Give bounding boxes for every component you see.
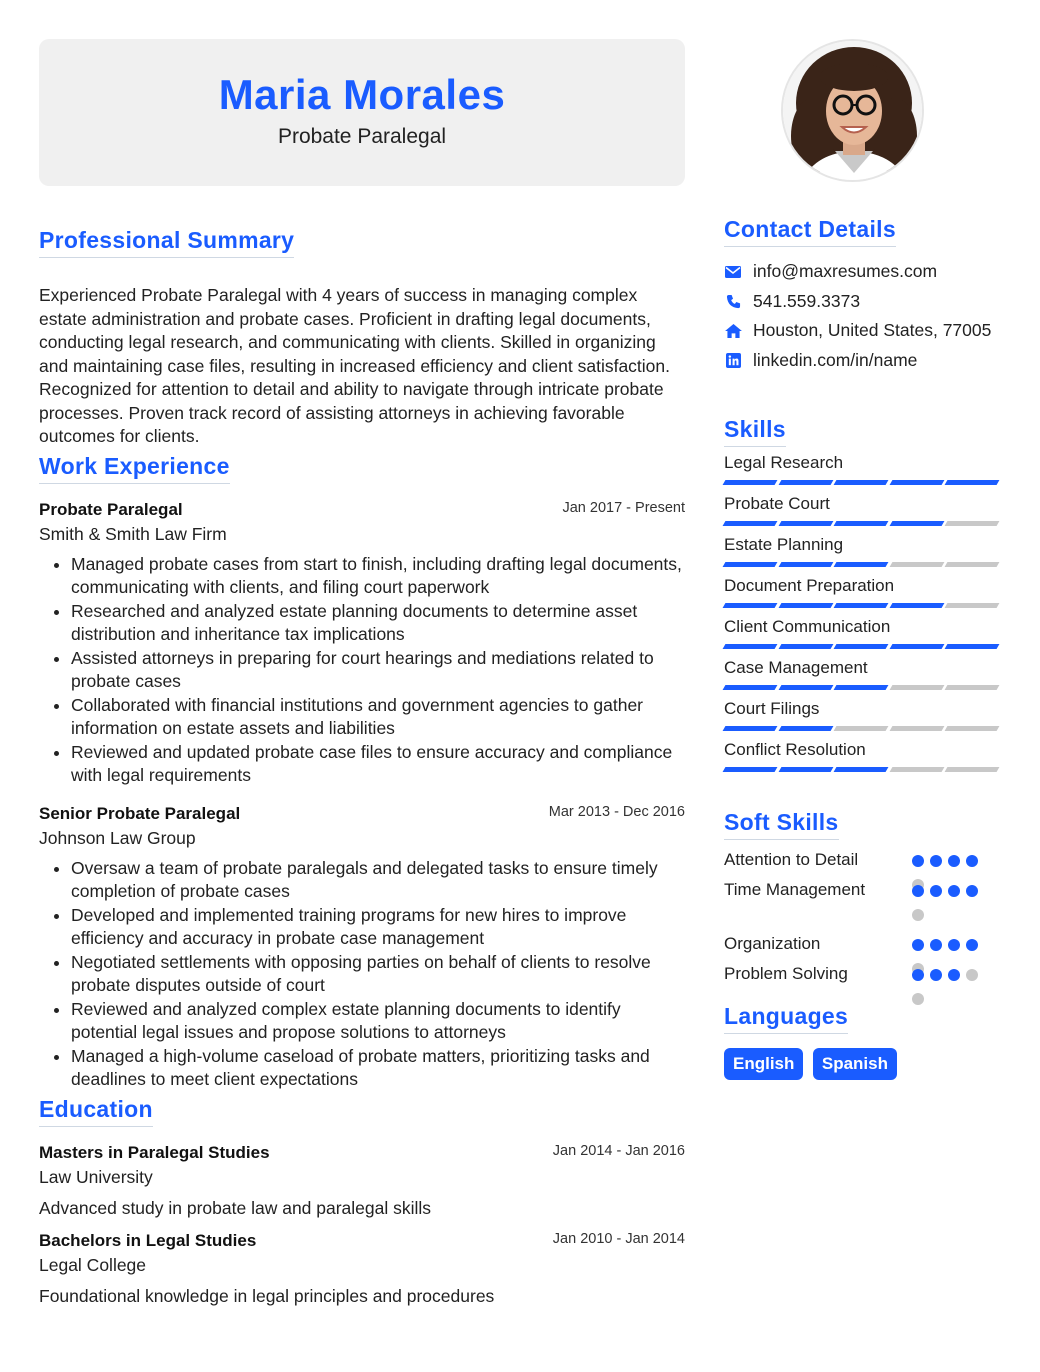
skill-level-bar (724, 480, 1004, 485)
contact-address (724, 316, 1004, 346)
list-item: Assisted attorneys in preparing for court hearings and mediations related to probate cases (39, 647, 685, 694)
candidate-name: Maria Morales (218, 71, 506, 118)
phone-text: 541.559.3373 (753, 290, 861, 311)
skill-item (724, 453, 1004, 485)
skill-level-bar (724, 644, 1004, 649)
soft-skill-row (724, 934, 1004, 964)
soft-skills-heading: Soft Skills (724, 809, 839, 840)
skill-level-segment (834, 603, 888, 608)
list-item: Collaborated with financial institutions and government agencies to gather information on estate assets and liabilities (39, 694, 685, 741)
school-name: Legal College (39, 1254, 147, 1275)
skill-level-segment (778, 521, 832, 526)
job-company: Smith & Smith Law Firm (39, 523, 227, 544)
skill-item (724, 699, 1004, 731)
skill-name: Client Communication (724, 617, 891, 636)
contact-linkedin[interactable] (724, 346, 1004, 376)
skill-name: Estate Planning (724, 535, 844, 554)
rating-dot (930, 969, 942, 981)
rating-dot (966, 969, 978, 981)
address-text: Houston, United States, 77005 (753, 320, 992, 341)
skill-level-segment (889, 685, 943, 690)
job-dates: Mar 2013 - Dec 2016 (548, 803, 685, 820)
skill-level-segment (723, 685, 777, 690)
skill-level-segment (778, 685, 832, 690)
soft-skill-row (724, 880, 1004, 934)
skill-level-segment (945, 521, 999, 526)
skill-level-segment (945, 685, 999, 690)
soft-skill-name: Time Management (724, 880, 866, 899)
skill-level-segment (723, 480, 777, 485)
list-item: Researched and analyzed estate planning documents to determine asset distribution and inheritance tax implications (39, 600, 685, 647)
rating-dot (948, 855, 960, 867)
skill-level-segment (723, 603, 777, 608)
soft-skill-row (724, 964, 1004, 994)
job-title: Senior Probate Paralegal (39, 803, 241, 823)
skill-level-segment (778, 726, 832, 731)
skill-level-bar (724, 603, 1004, 608)
soft-skill-name: Organization (724, 934, 821, 953)
list-item: Reviewed and analyzed complex estate planning documents to identify potential legal issues and propose solutions to attorneys (39, 998, 685, 1045)
rating-dot (966, 885, 978, 897)
skill-level-segment (834, 562, 888, 567)
skill-level-segment (945, 603, 999, 608)
skill-level-segment (723, 767, 777, 772)
skill-name: Conflict Resolution (724, 740, 866, 759)
rating-dot (912, 885, 924, 897)
skills-heading: Skills (724, 416, 786, 447)
profile-photo (783, 41, 924, 182)
skill-level-segment (945, 726, 999, 731)
language-badge: English (724, 1048, 803, 1080)
job-title: Probate Paralegal (39, 499, 183, 519)
skill-item (724, 617, 1004, 649)
skill-level-bar (724, 767, 1004, 772)
skill-name: Probate Court (724, 494, 830, 513)
school-name: Law University (39, 1166, 153, 1187)
skills-list (724, 453, 1004, 772)
candidate-title: Probate Paralegal (277, 125, 447, 148)
rating-dot (966, 939, 978, 951)
list-item: Managed probate cases from start to finish, including drafting legal documents, communicating with clients, and filing court paperwork (39, 553, 685, 600)
skill-item (724, 494, 1004, 526)
resume-header (39, 39, 685, 186)
skill-level-segment (945, 644, 999, 649)
skill-level-segment (889, 726, 943, 731)
contact-email[interactable] (724, 257, 1004, 287)
list-item: Oversaw a team of probate paralegals and delegated tasks to ensure timely completion of probate cases (39, 857, 685, 904)
contact-phone[interactable] (724, 287, 1004, 317)
language-badge: Spanish (813, 1048, 897, 1080)
education-description: Foundational knowledge in legal principles and procedures (39, 1285, 495, 1306)
skill-level-segment (778, 603, 832, 608)
experience-heading: Work Experience (39, 453, 230, 484)
rating-dot (948, 939, 960, 951)
skill-level-segment (889, 480, 943, 485)
education-dates: Jan 2014 - Jan 2016 (552, 1142, 685, 1159)
education-dates: Jan 2010 - Jan 2014 (552, 1230, 685, 1247)
email-text: info@maxresumes.com (753, 261, 938, 282)
list-item: Reviewed and updated probate case files to ensure accuracy and compliance with legal requirements (39, 741, 685, 788)
skill-level-segment (778, 562, 832, 567)
linkedin-icon (724, 351, 742, 369)
avatar (781, 39, 924, 182)
job-dates: Jan 2017 - Present (562, 499, 685, 516)
rating-dot (930, 855, 942, 867)
list-item: Negotiated settlements with opposing parties on behalf of clients to resolve probate disputes outside of court (39, 951, 685, 998)
contact-section (724, 216, 1004, 375)
envelope-icon (724, 263, 742, 281)
job-entry (39, 500, 685, 788)
job-bullets (39, 553, 685, 788)
summary-text: Experienced Probate Paralegal with 4 years of success in managing complex estate administration and probate cases. Proficient in drafting legal documents, conducting legal research, and communicating with clients. Skilled in organizing and maintaining case files, resulting in increased efficiency and client satisfaction. Recognized for attention to detail and ability to navigate through intricate probate processes. Proven track record of assisting attorneys in achieving favorable outcomes for clients. (39, 285, 670, 446)
soft-skill-rating (912, 885, 984, 933)
skill-level-segment (834, 726, 888, 731)
education-description: Advanced study in probate law and paralegal skills (39, 1197, 432, 1218)
rating-dot (966, 855, 978, 867)
skill-level-segment (778, 767, 832, 772)
list-item: Developed and implemented training programs for new hires to improve efficiency and accuracy in probate case management (39, 904, 685, 951)
summary-section (39, 227, 685, 449)
soft-skills-section (724, 809, 1004, 994)
phone-icon (724, 292, 742, 310)
skill-level-segment (778, 480, 832, 485)
rating-dot (930, 939, 942, 951)
skill-level-segment (723, 644, 777, 649)
job-company: Johnson Law Group (39, 827, 196, 848)
rating-dot (912, 909, 924, 921)
skill-item (724, 576, 1004, 608)
soft-skill-name: Problem Solving (724, 964, 848, 983)
rating-dot (930, 885, 942, 897)
education-entry (39, 1143, 685, 1219)
languages-section (724, 1003, 1004, 1080)
education-heading: Education (39, 1096, 153, 1127)
skill-level-segment (834, 767, 888, 772)
rating-dot (948, 969, 960, 981)
skill-item (724, 658, 1004, 690)
job-bullets (39, 857, 685, 1092)
main-column (39, 39, 685, 1307)
rating-dot (948, 885, 960, 897)
home-icon (724, 322, 742, 340)
rating-dot (912, 939, 924, 951)
skill-level-segment (834, 644, 888, 649)
skills-section (724, 416, 1004, 772)
skill-name: Legal Research (724, 453, 844, 472)
skill-item (724, 535, 1004, 567)
contact-heading: Contact Details (724, 216, 896, 247)
skill-level-segment (723, 521, 777, 526)
experience-section (39, 453, 685, 1092)
skill-level-segment (945, 767, 999, 772)
skill-level-segment (889, 644, 943, 649)
skill-name: Case Management (724, 658, 868, 677)
skill-name: Document Preparation (724, 576, 895, 595)
skill-level-segment (889, 562, 943, 567)
skill-item (724, 740, 1004, 772)
rating-dot (912, 969, 924, 981)
skill-level-segment (945, 480, 999, 485)
skill-level-bar (724, 726, 1004, 731)
skill-level-segment (834, 480, 888, 485)
summary-heading: Professional Summary (39, 227, 294, 258)
skill-level-segment (945, 562, 999, 567)
degree-title: Masters in Paralegal Studies (39, 1142, 270, 1162)
skill-name: Court Filings (724, 699, 820, 718)
skill-level-segment (889, 767, 943, 772)
languages-heading: Languages (724, 1003, 848, 1034)
education-section (39, 1096, 685, 1307)
soft-skill-name: Attention to Detail (724, 850, 859, 869)
soft-skill-row (724, 850, 1004, 880)
job-entry (39, 804, 685, 1092)
skill-level-segment (889, 603, 943, 608)
skill-level-bar (724, 521, 1004, 526)
skill-level-segment (834, 685, 888, 690)
education-entry (39, 1231, 685, 1307)
linkedin-text: linkedin.com/in/name (753, 349, 918, 370)
skill-level-bar (724, 562, 1004, 567)
skill-level-segment (889, 521, 943, 526)
skill-level-segment (778, 644, 832, 649)
skill-level-segment (723, 562, 777, 567)
list-item: Managed a high-volume caseload of probate matters, prioritizing tasks and deadlines to meet client expectations (39, 1045, 685, 1092)
rating-dot (912, 855, 924, 867)
degree-title: Bachelors in Legal Studies (39, 1230, 257, 1250)
skill-level-segment (723, 726, 777, 731)
skill-level-segment (834, 521, 888, 526)
skill-level-bar (724, 685, 1004, 690)
